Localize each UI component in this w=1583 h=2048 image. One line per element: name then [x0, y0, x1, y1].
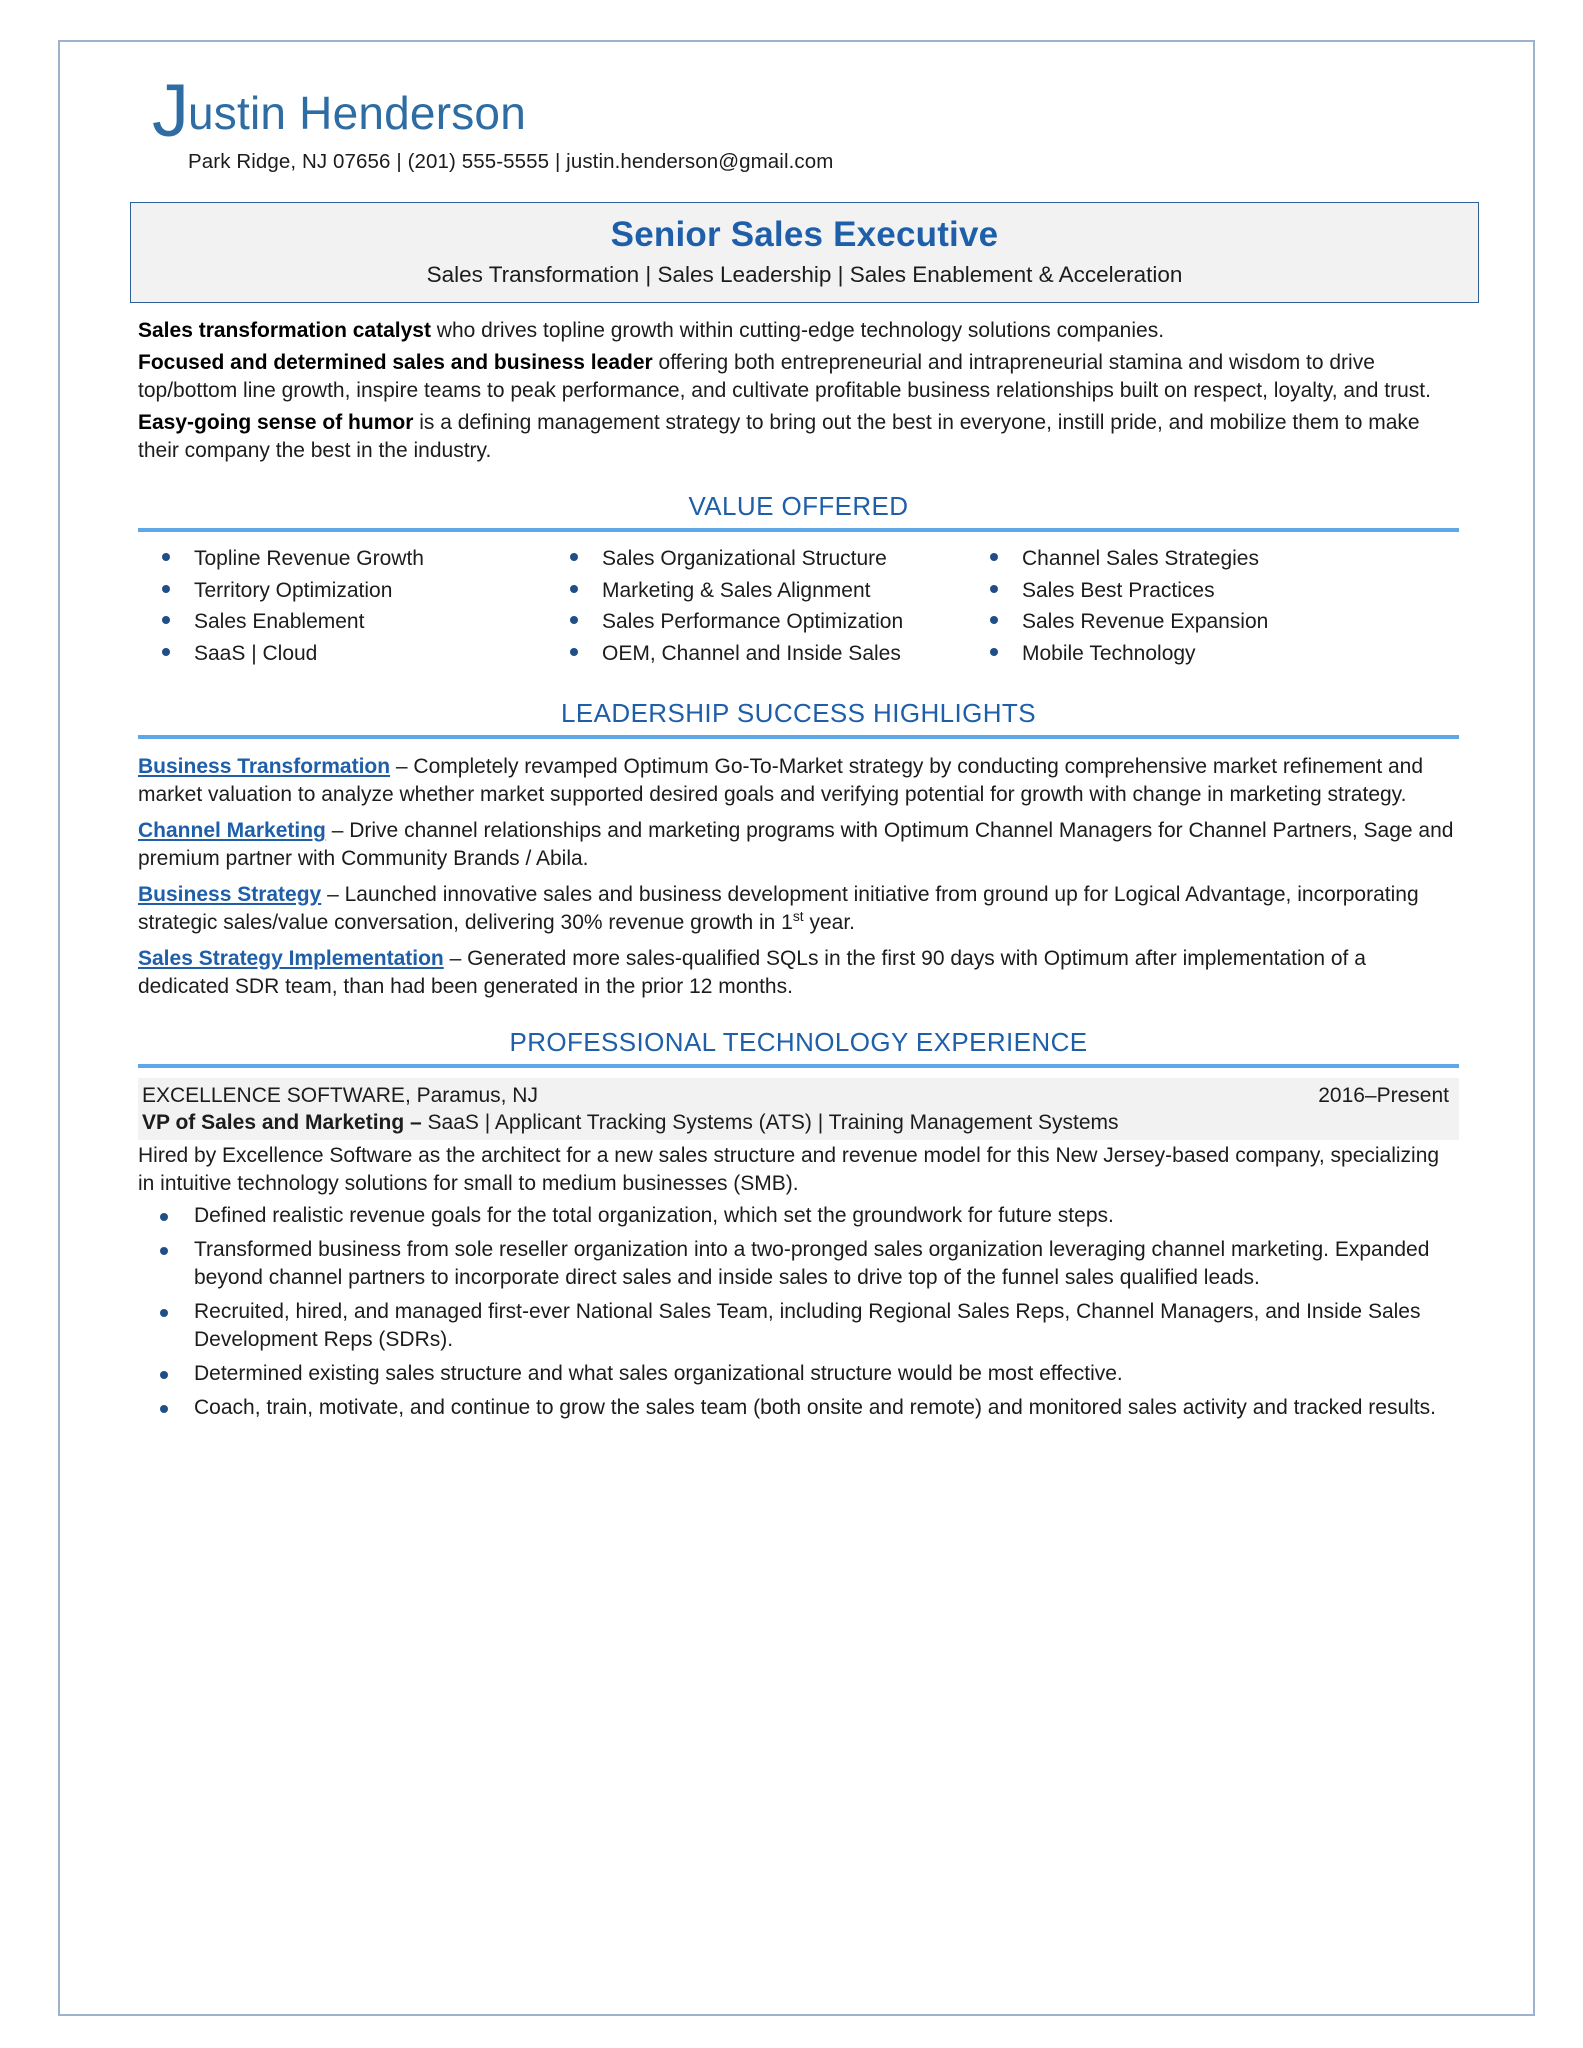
leadership-highlights-list: [138, 753, 1459, 1000]
list-item-label: OEM, Channel and Inside Sales: [602, 641, 901, 665]
bullet-icon: [160, 1405, 168, 1413]
list-item-label: Transformed business from sole reseller organization into a two-pronged sales organization leveraging channel marketing. Expanded beyond channel partners to incorporate direct sales and inside sales to drive top of the funnel sales qualified leads.: [194, 1238, 1430, 1290]
section-divider: [138, 1064, 1459, 1068]
highlight-entry: [138, 817, 1459, 873]
list-item-label: Marketing & Sales Alignment: [602, 578, 871, 602]
name-drop-cap: J: [152, 69, 189, 152]
list-item-label: Mobile Technology: [1022, 641, 1196, 665]
list-item-label: Sales Best Practices: [1022, 578, 1215, 602]
job-bullet-list: [138, 1202, 1459, 1421]
list-item-label: Sales Revenue Expansion: [1022, 610, 1269, 634]
bullet-icon: [160, 1213, 168, 1221]
highlight-dash: –: [321, 883, 345, 907]
list-item-label: Coach, train, motivate, and continue to grow the sales team (both onsite and remote) and monitored sales activity and tracked results.: [194, 1395, 1436, 1419]
summary-body-2: offering both entrepreneurial and intrapreneurial stamina and wisdom to drive top/bottom line growth, inspire teams to peak performance, and cultivate profitable business relationships built on respect, loyalty, and trust.: [138, 351, 1431, 403]
list-item: [982, 609, 1322, 636]
section-divider: [138, 528, 1459, 532]
highlight-label: Business Strategy: [138, 883, 322, 907]
highlight-ordinal-suffix: st: [792, 908, 804, 925]
summary-body-1: who drives topline growth within cutting-edge technology solutions companies.: [430, 319, 1165, 343]
list-item: [138, 1360, 1459, 1388]
bullet-icon: [570, 648, 578, 656]
list-item: [562, 609, 982, 636]
list-item: [982, 546, 1322, 573]
summary-paragraph-3: [138, 409, 1457, 465]
summary-lead-2: Focused and determined sales and business leader: [138, 351, 653, 375]
highlight-entry: [138, 753, 1459, 809]
bullet-icon: [160, 1309, 168, 1317]
bullet-icon: [990, 553, 998, 561]
bullet-icon: [570, 553, 578, 561]
job-company-row: [142, 1082, 1449, 1109]
highlight-label: Business Transformation: [138, 755, 391, 779]
section-divider: [138, 735, 1459, 739]
list-item: [138, 1298, 1459, 1354]
value-column-2: [562, 546, 982, 673]
bullet-icon: [990, 648, 998, 656]
summary-lead-1: Sales transformation catalyst: [138, 319, 431, 343]
list-item: [562, 578, 982, 605]
list-item: [982, 578, 1322, 605]
list-item-label: Sales Organizational Structure: [602, 546, 887, 570]
highlight-entry: [138, 881, 1459, 937]
highlight-text: Completely revamped Optimum Go-To-Market strategy by conducting comprehensive market refinement and market valuation to analyze whether market supported desired goals and verifying potential for growth with change in marketing strategy.: [138, 755, 1424, 807]
headline-subtitle: Sales Transformation | Sales Leadership | Sales Enablement & Acceleration: [426, 262, 1183, 288]
list-item: [138, 1202, 1459, 1230]
value-column-3: [982, 546, 1322, 673]
highlight-entry: [138, 945, 1459, 1001]
job-description: Hired by Excellence Software as the architect for a new sales structure and revenue model for this New Jersey-based company, specializing in intuitive technology solutions for small to medium businesses (SMB).: [138, 1144, 1440, 1196]
highlight-text: Drive channel relationships and marketing programs with Optimum Channel Managers for Channel Partners, Sage and premium partner with Community Brands / Abila.: [138, 819, 1454, 871]
list-item-label: Territory Optimization: [194, 578, 393, 602]
value-offered-heading: VALUE OFFERED: [688, 490, 909, 521]
job-header-band: [138, 1078, 1459, 1141]
list-item-label: Defined realistic revenue goals for the total organization, which set the groundwork for future steps.: [194, 1204, 1114, 1228]
list-item-label: Sales Performance Optimization: [602, 610, 904, 634]
highlight-text: Generated more sales-qualified SQLs in the first 90 days with Optimum after implementation of a dedicated SDR team, than had been generated in the prior 12 months.: [138, 947, 1366, 998]
bullet-icon: [162, 616, 170, 624]
highlight-dash: –: [443, 947, 468, 971]
list-item: [562, 641, 982, 668]
summary-paragraph-2: [138, 349, 1457, 405]
job-company: EXCELLENCE SOFTWARE, Paramus, NJ: [142, 1083, 538, 1107]
bullet-icon: [162, 553, 170, 561]
list-item: [142, 641, 562, 668]
header-name-block: [100, 64, 1489, 182]
highlight-label: Sales Strategy Implementation: [138, 947, 444, 971]
summary-body-3: is a defining management strategy to bring out the best in everyone, instill pride, and mobilize them to make their company the best in the industry.: [138, 411, 1420, 462]
list-item-label: Sales Enablement: [194, 610, 365, 634]
list-item: [138, 1394, 1459, 1422]
page-title: ustin Henderson: [188, 87, 526, 139]
bullet-icon: [990, 616, 998, 624]
value-offered-section: [138, 491, 1459, 673]
job-dates: 2016–Present: [1318, 1083, 1449, 1107]
leadership-highlights-heading: LEADERSHIP SUCCESS HIGHLIGHTS: [561, 698, 1036, 729]
list-item: [562, 546, 982, 573]
summary-lead-3: Easy-going sense of humor: [138, 411, 414, 435]
value-offered-columns: [142, 546, 1459, 673]
highlight-dash: –: [325, 819, 350, 843]
highlight-text: Launched innovative sales and business development initiative from ground up for Logical Advantage, incorporating strategic sales/value conversation, delivering 30% revenue growth in 1: [138, 883, 1419, 935]
experience-section: [138, 1027, 1459, 1422]
bullet-icon: [160, 1371, 168, 1379]
bullet-icon: [570, 585, 578, 593]
list-item-label: Topline Revenue Growth: [194, 546, 424, 570]
summary-section: [138, 317, 1457, 465]
job-title-detail: SaaS | Applicant Tracking Systems (ATS) | Training Management Systems: [427, 1111, 1119, 1135]
bullet-icon: [160, 1247, 168, 1255]
resume-content: [100, 40, 1489, 1422]
bullet-icon: [570, 616, 578, 624]
headline-box: [130, 202, 1479, 303]
leadership-highlights-section: [138, 698, 1459, 1000]
list-item-label: Channel Sales Strategies: [1022, 546, 1259, 570]
bullet-icon: [990, 585, 998, 593]
list-item-label: Recruited, hired, and managed first-ever National Sales Team, including Regional Sales Reps, Channel Managers, and Inside Sales Development Reps (SDRs).: [194, 1300, 1421, 1351]
contact-line: Park Ridge, NJ 07656 | (201) 555-5555 | justin.henderson@gmail.com: [188, 150, 834, 173]
list-item: [138, 1236, 1459, 1292]
job-title: VP of Sales and Marketing –: [142, 1111, 428, 1135]
bullet-icon: [162, 648, 170, 656]
job-title-row: [142, 1109, 1449, 1136]
list-item: [142, 578, 562, 605]
list-item: [142, 609, 562, 636]
value-column-1: [142, 546, 562, 673]
highlight-text-tail: year.: [803, 911, 856, 935]
experience-heading: PROFESSIONAL TECHNOLOGY EXPERIENCE: [509, 1026, 1088, 1057]
list-item: [982, 641, 1322, 668]
bullet-icon: [162, 585, 170, 593]
headline-title: Senior Sales Executive: [610, 215, 999, 254]
list-item-label: SaaS | Cloud: [194, 641, 318, 665]
list-item-label: Determined existing sales structure and what sales organizational structure would be most effective.: [194, 1361, 1123, 1385]
summary-paragraph-1: [138, 317, 1457, 345]
list-item: [142, 546, 562, 573]
highlight-label: Channel Marketing: [138, 819, 326, 843]
highlight-dash: –: [390, 755, 414, 779]
